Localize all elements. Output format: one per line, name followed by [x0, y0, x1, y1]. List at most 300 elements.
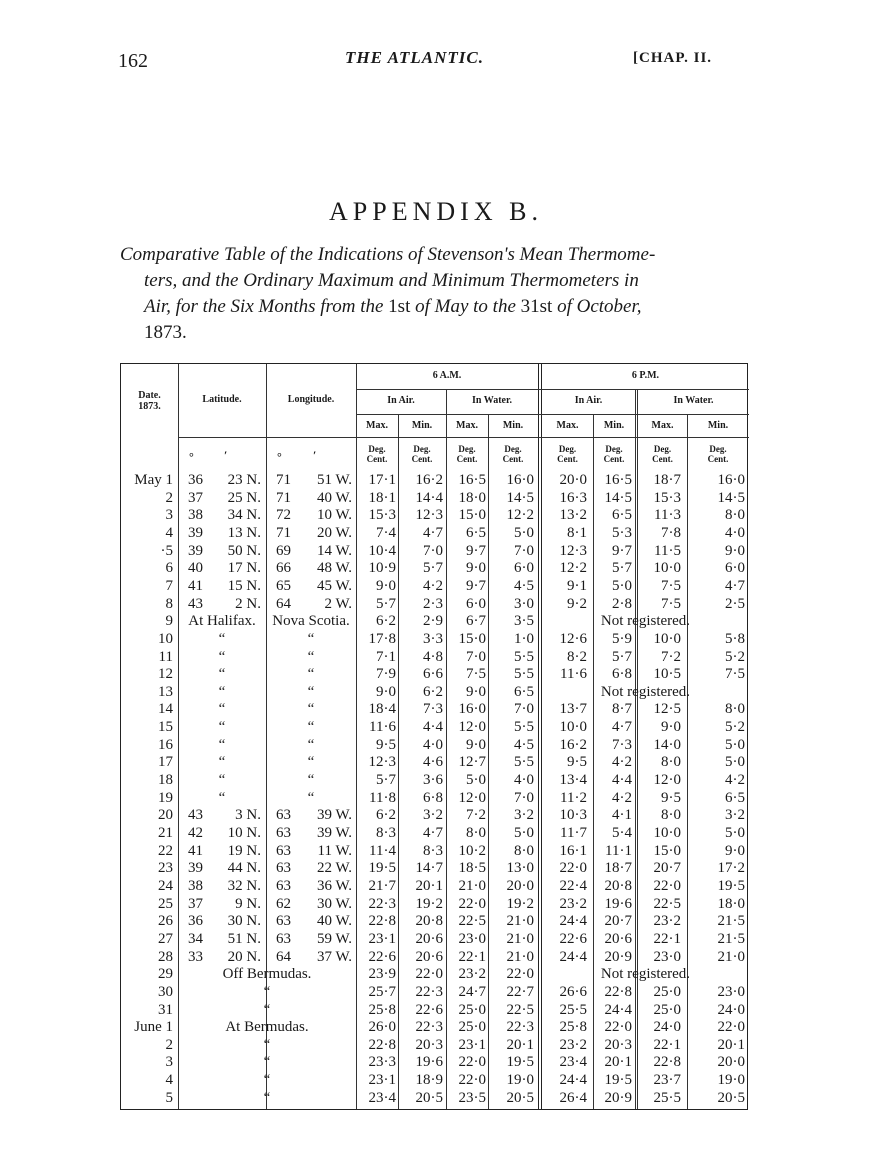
- am-water-min-cell: 6·0: [514, 560, 534, 577]
- pm-water-min-header: Min.: [707, 420, 729, 431]
- latitude-degrees: 43: [188, 807, 203, 824]
- am-water-max-cell: 12·7: [458, 754, 486, 771]
- pm-air-max-cell: 22·6: [559, 930, 587, 947]
- pm-air-min-cell: 11·1: [605, 842, 632, 859]
- am-air-max-cell: 5·7: [376, 772, 396, 789]
- longitude-degrees: 71: [276, 524, 291, 541]
- pm-air-min-cell: 20·6: [604, 930, 632, 947]
- pm-air-min-cell: 22·0: [604, 1019, 632, 1036]
- pm-water-min-cell: 6·5: [725, 789, 745, 806]
- am-water-max-cell: 24·7: [458, 983, 486, 1000]
- am-air-max-cell: 9·0: [376, 683, 396, 700]
- am-air-min-cell: 4·2: [423, 577, 443, 594]
- am-air-min-cell: 16·2: [415, 472, 443, 488]
- am-water-min-cell: 3·2: [514, 807, 534, 824]
- pm-air-min-cell: 20·3: [604, 1036, 632, 1053]
- pm-water-min-cell: 19·0: [717, 1072, 745, 1089]
- am-air-min-cell: 6·6: [423, 666, 443, 683]
- am-air-min-cell: 8·3: [423, 842, 443, 859]
- table-row: [121, 949, 749, 966]
- am-water-max-cell: 23·0: [458, 930, 486, 947]
- pm-air-min-cell: 4·4: [612, 772, 632, 789]
- pm-air-max-cell: 12·6: [559, 630, 587, 647]
- am-air-max-cell: 17·1: [368, 472, 396, 488]
- pm-water-min-cell: 23·0: [717, 983, 745, 1000]
- table-row: [121, 684, 749, 701]
- date-cell: 7: [165, 577, 173, 594]
- pm-water-min-cell: 9·0: [725, 842, 745, 859]
- longitude-degrees: 72: [276, 507, 291, 524]
- table-row: [121, 896, 749, 913]
- pm-air-min-cell: 5·0: [612, 577, 632, 594]
- date-cell: 25: [158, 895, 173, 912]
- pm-water-min-cell: 7·5: [725, 666, 745, 683]
- am-water-min-cell: 22·5: [506, 1001, 534, 1018]
- latitude-degrees: 41: [188, 577, 203, 594]
- latitude-minutes: 44 N.: [227, 860, 261, 877]
- table-row: [121, 631, 749, 648]
- am-air-min-cell: 20·5: [415, 1089, 443, 1106]
- pm-air-max-cell: 9·5: [567, 754, 587, 771]
- latitude-minutes: 13 N.: [227, 524, 261, 541]
- pm-water-min-cell: 3·2: [725, 807, 745, 824]
- pm-water-min-cell: 5·0: [725, 825, 745, 841]
- pm-water-min-cell: 18·0: [717, 895, 745, 912]
- pm-water-max-cell: 25·5: [653, 1089, 681, 1106]
- am-air-min-cell: 14·7: [415, 860, 443, 877]
- am-water-min-cell: 7·0: [514, 542, 534, 559]
- am-water-max-cell: 16·5: [458, 472, 486, 488]
- am-air-max-cell: 8·3: [376, 825, 396, 841]
- am-air-min-cell: 20·6: [415, 948, 443, 965]
- am-air-min-cell: 2·9: [423, 613, 443, 630]
- date-cell: 24: [158, 877, 173, 894]
- date-cell: 17: [158, 754, 173, 771]
- pm-air-min-cell: 19·6: [604, 895, 632, 912]
- unit-label: Deg. Cent.: [456, 444, 478, 464]
- pm-water-max-cell: 18·7: [653, 472, 681, 488]
- appendix-title: APPENDIX B.: [329, 197, 543, 226]
- pm-air-max-cell: 13·4: [559, 772, 587, 789]
- latitude-degrees: 39: [188, 524, 203, 541]
- lon-minute-symbol: ′: [313, 448, 317, 462]
- pm-air-max-cell: 23·2: [559, 1036, 587, 1053]
- am-air-max-cell: 18·1: [368, 489, 396, 506]
- longitude-degrees: 69: [276, 542, 291, 559]
- pm-water-max-cell: 11·3: [654, 507, 681, 524]
- am-air-min-cell: 18·9: [415, 1072, 443, 1089]
- am-water-max-cell: 15·0: [458, 507, 486, 524]
- am-air-max-cell: 7·9: [376, 666, 396, 683]
- longitude-minutes: 11 W.: [317, 842, 352, 859]
- table-row: [121, 719, 749, 736]
- date-cell: 29: [158, 966, 173, 983]
- am-water-min-cell: 21·0: [506, 930, 534, 947]
- pm-water-min-cell: 5·2: [725, 648, 745, 665]
- longitude-minutes: 39 W.: [316, 807, 352, 824]
- longitude-degrees: 63: [276, 930, 291, 947]
- longitude-cell: “: [307, 648, 315, 665]
- date-cell: 13: [158, 683, 173, 700]
- table-row: [121, 666, 749, 683]
- latitude-cell: “: [218, 754, 226, 771]
- pm-water-max-cell: 12·5: [653, 701, 681, 718]
- am-water-max-cell: 23·1: [458, 1036, 486, 1053]
- latitude-minutes: 17 N.: [227, 560, 261, 577]
- pm-water-min-cell: 5·0: [725, 754, 745, 771]
- table-row: [121, 649, 749, 666]
- pm-water-min-cell: 20·0: [717, 1054, 745, 1071]
- pm-water-max-cell: 9·5: [661, 789, 681, 806]
- am-water-max-cell: 23·2: [458, 966, 486, 983]
- pm-air-min-cell: 7·3: [612, 736, 632, 753]
- table-row: [121, 1002, 749, 1019]
- am-air-max-cell: 15·3: [368, 507, 396, 524]
- am-air-max-cell: 19·5: [368, 860, 396, 877]
- am-air-min-cell: 12·3: [415, 507, 443, 524]
- pm-water-max-cell: 10·5: [653, 666, 681, 683]
- longitude-minutes: 37 W.: [316, 948, 352, 965]
- am-air-max-cell: 23·4: [368, 1089, 396, 1106]
- pm-air-max-header: Max.: [556, 420, 579, 431]
- am-air-min-header: Min.: [411, 420, 433, 431]
- longitude-cell: Nova Scotia.: [272, 613, 350, 630]
- location-cell: At Bermudas.: [225, 1019, 309, 1036]
- latitude-minutes: 15 N.: [227, 577, 261, 594]
- longitude-minutes: 30 W.: [316, 895, 352, 912]
- am-air-max-cell: 9·5: [376, 736, 396, 753]
- latitude-degrees: 34: [188, 930, 203, 947]
- longitude-degrees: 71: [276, 489, 291, 506]
- pm-air-max-cell: 8·1: [567, 524, 587, 541]
- am-water-max-cell: 5·0: [466, 772, 486, 789]
- am-water-min-cell: 6·5: [514, 683, 534, 700]
- am-air-min-cell: 22·3: [415, 1019, 443, 1036]
- pm-water-max-cell: 23·2: [653, 913, 681, 930]
- table-row: [121, 1054, 749, 1071]
- am-water-max-cell: 9·0: [466, 683, 486, 700]
- am-air-min-cell: 7·3: [423, 701, 443, 718]
- am-water-min-cell: 13·0: [506, 860, 534, 877]
- table-row: [121, 737, 749, 754]
- latitude-cell: “: [218, 719, 226, 736]
- am-air-max-cell: 23·3: [368, 1054, 396, 1071]
- table-row: [121, 878, 749, 895]
- am-water-max-cell: 12·0: [458, 789, 486, 806]
- pm-water-min-cell: 2·5: [725, 595, 745, 612]
- date-cell: 4: [165, 524, 173, 541]
- pm-water-min-cell: 19·5: [717, 877, 745, 894]
- am-water-min-header: Min.: [502, 420, 524, 431]
- am-air-min-cell: 14·4: [415, 489, 443, 506]
- pm-air-min-cell: 5·3: [612, 524, 632, 541]
- am-air-min-cell: 19·6: [415, 1054, 443, 1071]
- pm-water-max-cell: 22·8: [653, 1054, 681, 1071]
- caption-line-1: Comparative Table of the Indications of Stevenson's Mean Thermome-: [120, 244, 656, 265]
- pm-air-min-cell: 20·1: [604, 1054, 632, 1071]
- pm-air-max-cell: 24·4: [559, 1072, 587, 1089]
- unit-label: Deg. Cent.: [603, 444, 625, 464]
- longitude-degrees: 62: [276, 895, 291, 912]
- date-cell: 5: [165, 1089, 173, 1106]
- am-air-max-cell: 5·7: [376, 595, 396, 612]
- longitude-minutes: 51 W.: [316, 472, 352, 488]
- date-cell: 2: [165, 489, 173, 506]
- pm-air-max-cell: 16·1: [559, 842, 587, 859]
- pm-air-min-cell: 4·7: [612, 719, 632, 736]
- pm-water-min-cell: 14·5: [717, 489, 745, 506]
- am-water-min-cell: 16·0: [506, 472, 534, 488]
- location-cell: “: [263, 1001, 271, 1018]
- am-air-max-cell: 6·2: [376, 613, 396, 630]
- am-air-max-cell: 9·0: [376, 577, 396, 594]
- table-row: [121, 1072, 749, 1089]
- pm-air-min-cell: 5·7: [612, 648, 632, 665]
- date-cell: May 1: [134, 472, 173, 488]
- pm-water-min-cell: 21·5: [717, 913, 745, 930]
- longitude-minutes: 36 W.: [316, 877, 352, 894]
- date-cell: 20: [158, 807, 173, 824]
- date-cell: 30: [158, 983, 173, 1000]
- longitude-cell: “: [307, 789, 315, 806]
- pm-water-min-cell: 8·0: [725, 507, 745, 524]
- am-water-min-cell: 1·0: [514, 630, 534, 647]
- pm-air-min-cell: 14·5: [604, 489, 632, 506]
- am-water-max-cell: 22·5: [458, 913, 486, 930]
- am-air-max-cell: 7·4: [376, 524, 396, 541]
- pm-water-min-cell: 4·2: [725, 772, 745, 789]
- latitude-degrees: 38: [188, 877, 203, 894]
- table-row: [121, 843, 749, 860]
- am-air-min-cell: 6·8: [423, 789, 443, 806]
- longitude-minutes: 14 W.: [316, 542, 352, 559]
- latitude-degrees: 36: [188, 472, 203, 488]
- longitude-degrees: 63: [276, 877, 291, 894]
- longitude-cell: “: [307, 630, 315, 647]
- latitude-minutes: 30 N.: [227, 913, 261, 930]
- pm-water-max-cell: 7·5: [661, 577, 681, 594]
- pm-air-min-cell: 9·7: [612, 542, 632, 559]
- longitude-header: Longitude.: [287, 394, 335, 405]
- am-water-max-cell: 10·2: [458, 842, 486, 859]
- pm-air-min-cell: 20·8: [604, 877, 632, 894]
- pm-water-max-cell: 24·0: [653, 1019, 681, 1036]
- pm-air-max-cell: 11·7: [560, 825, 587, 841]
- date-cell: 12: [158, 666, 173, 683]
- am-water-max-cell: 7·2: [466, 807, 486, 824]
- latitude-degrees: 39: [188, 860, 203, 877]
- pm-water-max-cell: 23·7: [653, 1072, 681, 1089]
- am-air-max-header: Max.: [366, 420, 388, 431]
- latitude-minutes: 25 N.: [227, 489, 261, 506]
- longitude-minutes: 2 W.: [324, 595, 352, 612]
- pm-air-min-cell: 20·7: [604, 913, 632, 930]
- longitude-cell: “: [307, 666, 315, 683]
- am-water-max-cell: 25·0: [458, 1001, 486, 1018]
- pm-air-max-cell: 13·2: [559, 507, 587, 524]
- am-air-min-cell: 3·6: [423, 772, 443, 789]
- am-water-max-cell: 9·7: [466, 577, 486, 594]
- am-water-min-cell: 22·0: [506, 966, 534, 983]
- location-cell: “: [263, 1054, 271, 1071]
- table-row: [121, 525, 749, 542]
- latitude-minutes: 9 N.: [235, 895, 261, 912]
- pm-air-max-cell: 9·2: [567, 595, 587, 612]
- date-cell: 21: [158, 825, 173, 841]
- date-cell: 15: [158, 719, 173, 736]
- pm-air-max-cell: 25·5: [559, 1001, 587, 1018]
- am-water-max-cell: 9·0: [466, 736, 486, 753]
- date-cell: 18: [158, 772, 173, 789]
- am-air-max-cell: 7·1: [376, 648, 396, 665]
- pm-air-min-cell: 8·7: [612, 701, 632, 718]
- pm-water-max-cell: 25·0: [653, 1001, 681, 1018]
- longitude-cell: “: [307, 754, 315, 771]
- longitude-degrees: 71: [276, 472, 291, 488]
- lon-degree-symbol: °: [277, 450, 282, 464]
- pm-air-min-cell: 6·8: [612, 666, 632, 683]
- am-water-max-cell: 6·0: [466, 595, 486, 612]
- am-water-max-cell: 22·0: [458, 1054, 486, 1071]
- lat-minute-symbol: ′: [224, 448, 228, 462]
- pm-air-max-cell: 24·4: [559, 913, 587, 930]
- am-air-max-cell: 25·8: [368, 1001, 396, 1018]
- am-water-min-cell: 4·0: [514, 772, 534, 789]
- am-water-max-cell: 6·5: [466, 524, 486, 541]
- am-air-max-cell: 23·1: [368, 930, 396, 947]
- pm-air-max-cell: 12·2: [559, 560, 587, 577]
- am-air-min-cell: 4·8: [423, 648, 443, 665]
- pm-water-min-cell: 16·0: [717, 472, 745, 488]
- latitude-cell: “: [218, 772, 226, 789]
- table-caption: [120, 242, 740, 346]
- table-row: [121, 984, 749, 1001]
- am-air-max-cell: 22·6: [368, 948, 396, 965]
- date-cell: 27: [158, 930, 173, 947]
- date-header: Date. 1873.: [138, 390, 161, 412]
- latitude-minutes: 2 N.: [235, 595, 261, 612]
- location-cell: “: [263, 983, 271, 1000]
- latitude-minutes: 23 N.: [227, 472, 261, 488]
- pm-water-max-cell: 23·0: [653, 948, 681, 965]
- location-cell: “: [263, 1089, 271, 1106]
- pm-note-cell: Not registered.: [600, 613, 691, 630]
- latitude-cell: “: [218, 736, 226, 753]
- pm-air-max-cell: 8·2: [567, 648, 587, 665]
- table-row: [121, 772, 749, 789]
- date-cell: 23: [158, 860, 173, 877]
- date-cell: 3: [165, 507, 173, 524]
- table-row: [121, 472, 749, 489]
- longitude-minutes: 39 W.: [316, 825, 352, 841]
- pm-air-max-cell: 22·4: [559, 877, 587, 894]
- am-water-max-cell: 25·0: [458, 1019, 486, 1036]
- pm-water-min-cell: 4·7: [725, 577, 745, 594]
- date-cell: 10: [158, 630, 173, 647]
- am-air-min-cell: 20·8: [415, 913, 443, 930]
- pm-air-min-cell: 4·1: [612, 807, 632, 824]
- longitude-minutes: 45 W.: [316, 577, 352, 594]
- latitude-degrees: 40: [188, 560, 203, 577]
- am-air-max-cell: 10·4: [368, 542, 396, 559]
- am-water-min-cell: 5·5: [514, 648, 534, 665]
- location-cell: “: [263, 1036, 271, 1053]
- am-air-min-cell: 5·7: [423, 560, 443, 577]
- am-water-min-cell: 8·0: [514, 842, 534, 859]
- table-row: [121, 807, 749, 824]
- unit-label: Deg. Cent.: [652, 444, 673, 464]
- am-water-min-cell: 22·7: [506, 983, 534, 1000]
- caption-line-2: ters, and the Ordinary Maximum and Minimum Thermometers in: [144, 270, 639, 291]
- table-row: [121, 1037, 749, 1054]
- am-water-max-cell: 9·7: [466, 542, 486, 559]
- longitude-minutes: 59 W.: [316, 930, 352, 947]
- am-water-min-cell: 4·5: [514, 577, 534, 594]
- table-row: [121, 931, 749, 948]
- pm-air-min-cell: 4·2: [612, 789, 632, 806]
- table-row: [121, 825, 749, 842]
- location-cell: Off Bermudas.: [222, 966, 312, 983]
- pm-water-min-cell: 5·2: [725, 719, 745, 736]
- longitude-minutes: 48 W.: [316, 560, 352, 577]
- latitude-cell: “: [218, 701, 226, 718]
- unit-label: Deg. Cent.: [557, 444, 578, 464]
- longitude-cell: “: [307, 772, 315, 789]
- table-row: [121, 613, 749, 630]
- latitude-degrees: 38: [188, 507, 203, 524]
- longitude-minutes: 10 W.: [316, 507, 352, 524]
- pm-air-min-header: Min.: [603, 420, 625, 431]
- latitude-header: Latitude.: [202, 394, 242, 405]
- am-air-min-cell: 20·3: [415, 1036, 443, 1053]
- am-water-max-cell: 16·0: [458, 701, 486, 718]
- latitude-cell: “: [218, 648, 226, 665]
- pm-water-max-cell: 10·0: [653, 825, 681, 841]
- pm-air-max-cell: 9·1: [567, 577, 587, 594]
- pm-air-header: In Air.: [574, 395, 603, 406]
- am-air-min-cell: 6·2: [423, 683, 443, 700]
- pm-water-min-cell: 17·2: [717, 860, 745, 877]
- am-air-max-cell: 17·8: [368, 630, 396, 647]
- am-water-min-cell: 14·5: [506, 489, 534, 506]
- latitude-degrees: 41: [188, 842, 203, 859]
- pm-air-max-cell: 25·8: [559, 1019, 587, 1036]
- am-air-max-cell: 12·3: [368, 754, 396, 771]
- am-air-min-cell: 22·3: [415, 983, 443, 1000]
- am-air-min-cell: 2·3: [423, 595, 443, 612]
- longitude-degrees: 65: [276, 577, 291, 594]
- longitude-cell: “: [307, 701, 315, 718]
- caption-line-4: 1873.: [144, 322, 187, 343]
- am-air-max-cell: 22·8: [368, 913, 396, 930]
- date-cell: June 1: [134, 1019, 173, 1036]
- am-air-max-cell: 11·8: [369, 789, 396, 806]
- pm-air-min-cell: 6·5: [612, 507, 632, 524]
- table-row: [121, 490, 749, 507]
- latitude-degrees: 36: [188, 913, 203, 930]
- date-cell: ·5: [160, 542, 173, 559]
- am-air-min-cell: 3·2: [423, 807, 443, 824]
- am-air-max-cell: 22·3: [368, 895, 396, 912]
- pm-air-min-cell: 20·9: [604, 948, 632, 965]
- pm-air-max-cell: 13·7: [559, 701, 587, 718]
- latitude-cell: “: [218, 666, 226, 683]
- latitude-cell: At Halifax.: [188, 613, 256, 630]
- pm-water-max-cell: 20·7: [653, 860, 681, 877]
- am-water-header: In Water.: [471, 395, 512, 406]
- latitude-minutes: 32 N.: [227, 877, 261, 894]
- am-air-max-cell: 26·0: [368, 1019, 396, 1036]
